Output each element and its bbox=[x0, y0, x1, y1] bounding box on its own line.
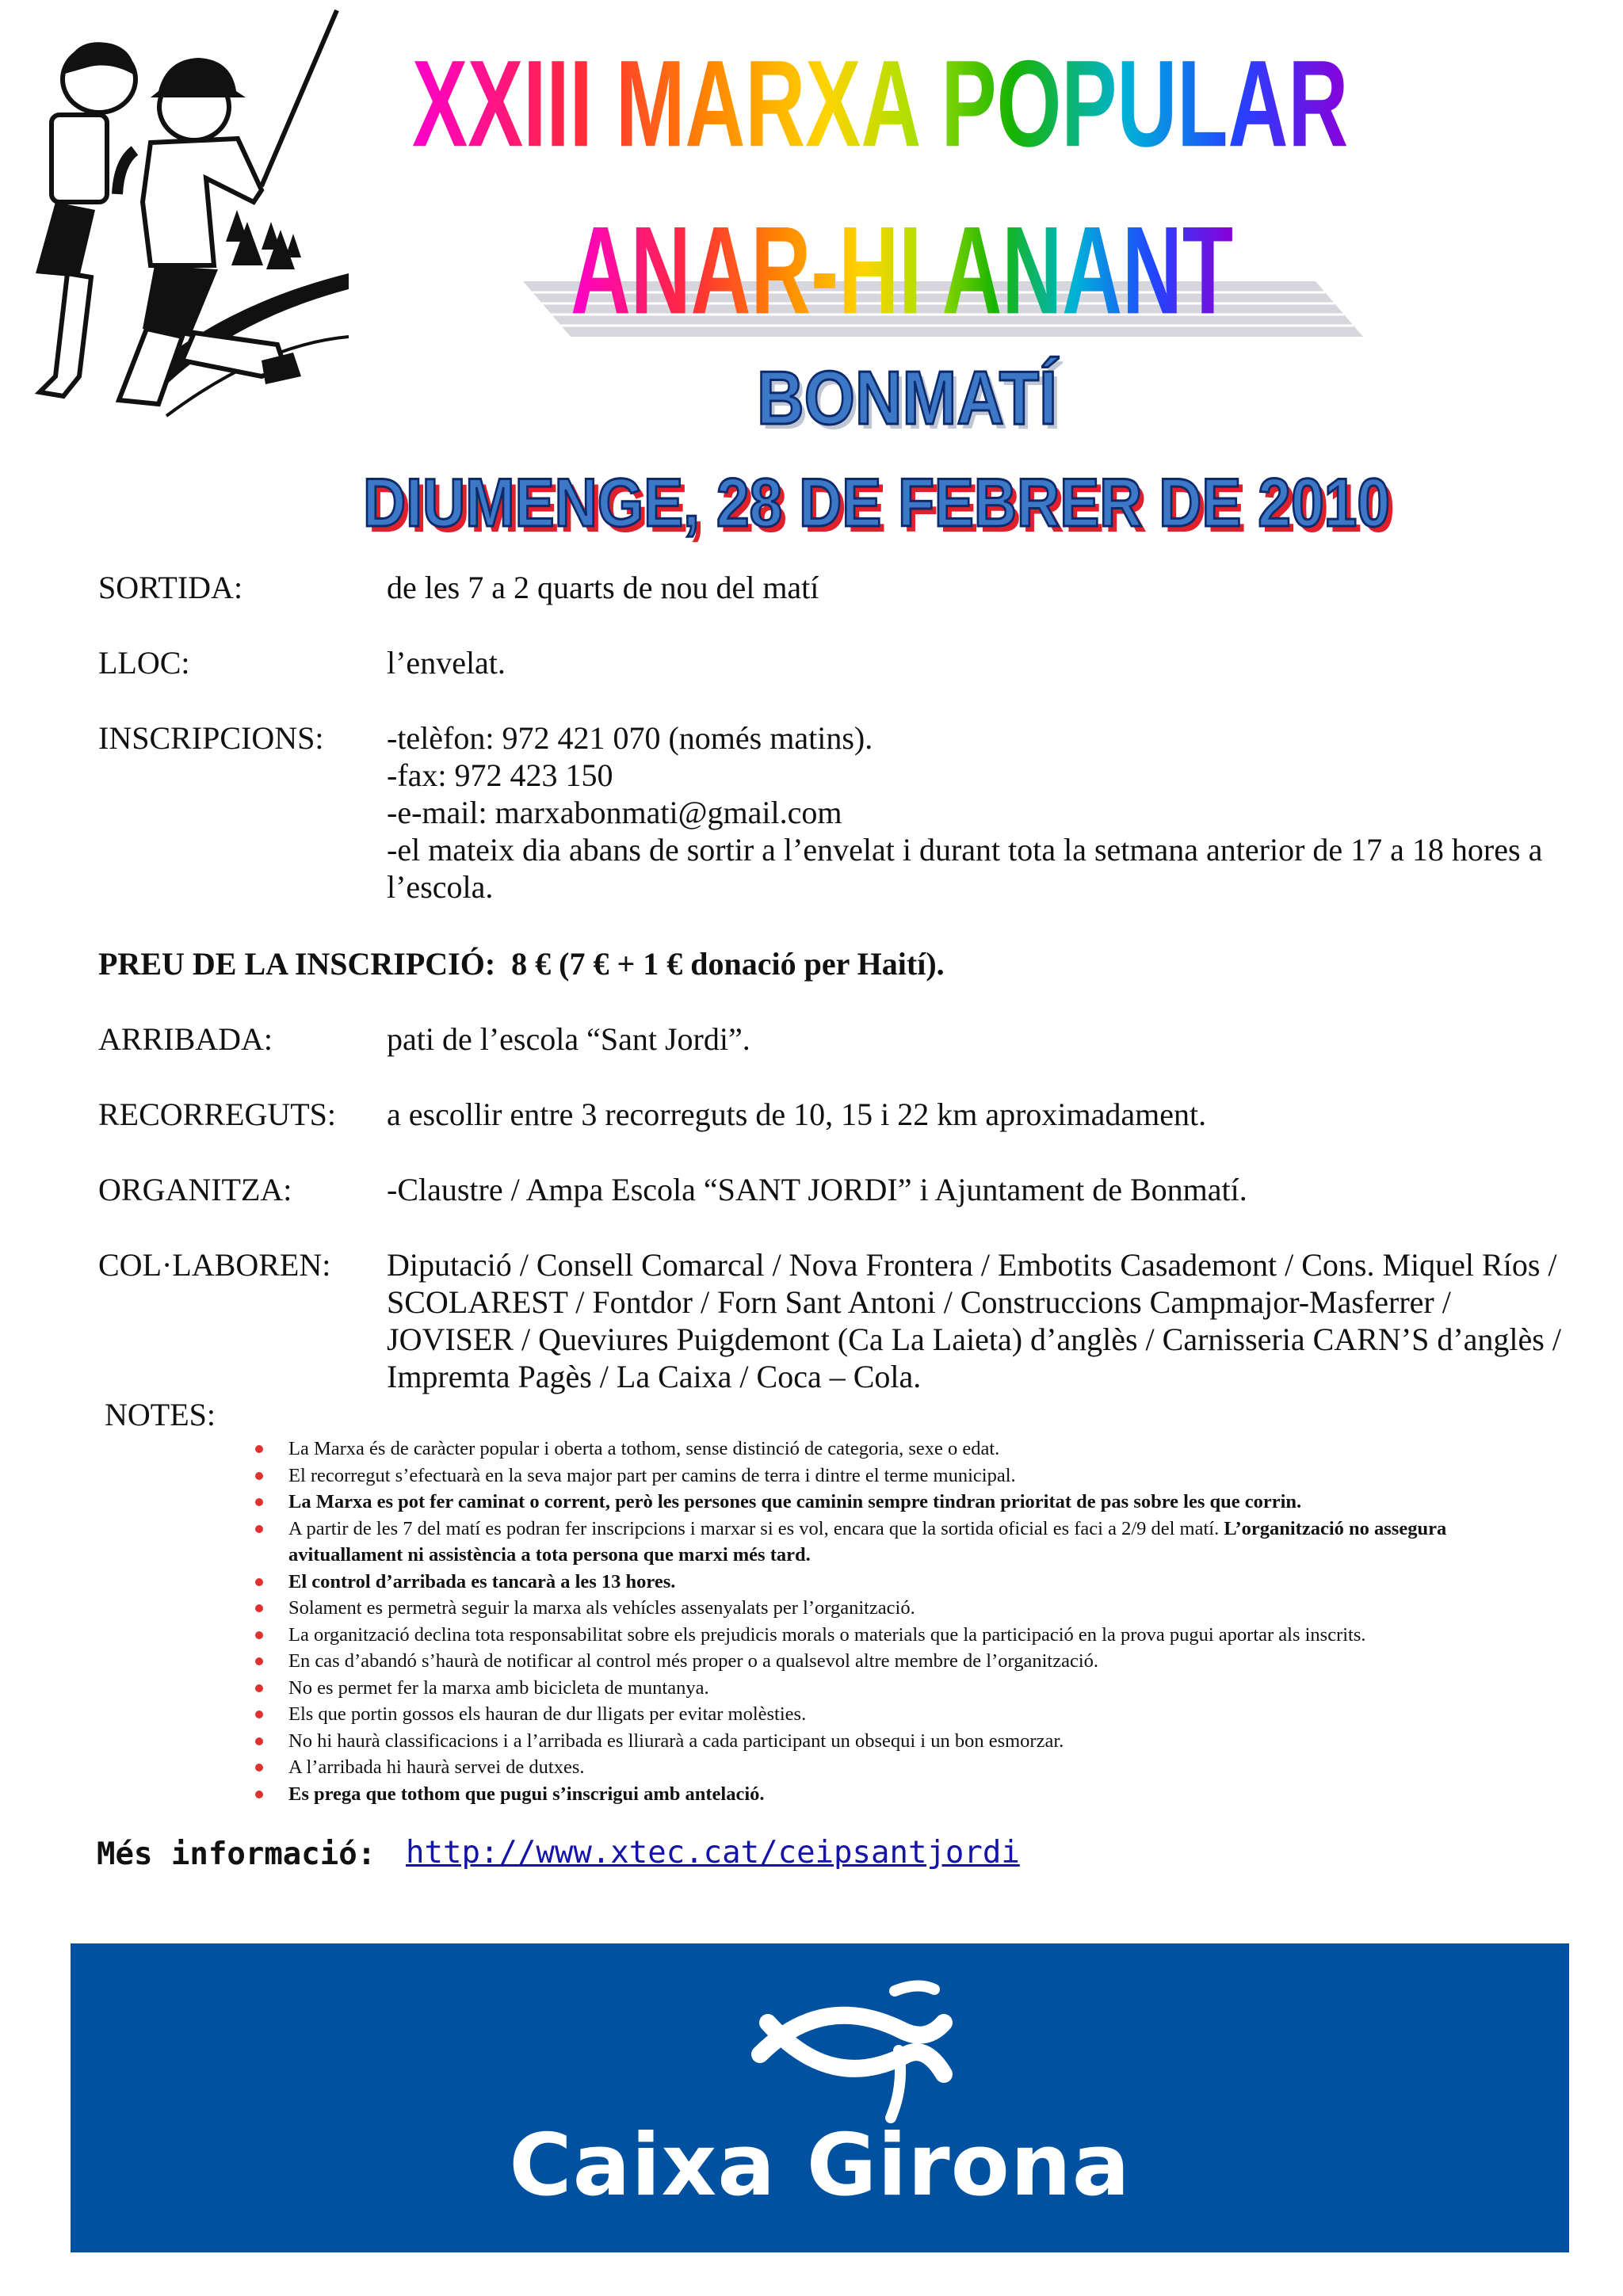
event-title-line2: ANAR-HI ANANT bbox=[571, 200, 1234, 340]
notes-list bbox=[255, 1436, 1602, 1807]
hikers-illustration bbox=[24, 4, 349, 424]
sponsor-banner bbox=[71, 1943, 1569, 2252]
organitza-label: ORGANITZA: bbox=[98, 1172, 292, 1207]
list-item: Es prega que tothom que pugui s’inscrigui amb antelació. bbox=[255, 1781, 1602, 1808]
list-item: La Marxa és de caràcter popular i oberta a tothom, sense distinció de categoria, sexe o edat. bbox=[255, 1436, 1602, 1463]
inscripcions-same-day: -el mateix dia abans de sortir a l’envelat i durant tota la setmana anterior de 17 a 18 hores a bbox=[387, 832, 1543, 868]
inscripcions-fax: -fax: 972 423 150 bbox=[387, 757, 613, 793]
town-name: BONMATÍ bbox=[757, 356, 1058, 441]
sortida-label: SORTIDA: bbox=[98, 570, 243, 605]
bullet-icon bbox=[255, 1657, 263, 1665]
collaboren-line1: Diputació / Consell Comarcal / Nova Frontera / Embotits Casademont / Cons. Miquel Ríos / bbox=[387, 1247, 1557, 1283]
bullet-icon bbox=[255, 1764, 263, 1772]
collaboren-line2: SCOLAREST / Fontdor / Forn Sant Antoni / Construccions Campmajor-Masferrer / bbox=[387, 1284, 1451, 1320]
sponsor-name: Caixa Girona bbox=[509, 2116, 1131, 2215]
list-item: Solament es permetrà seguir la marxa als vehícles assenyalats per l’organització. bbox=[255, 1595, 1602, 1622]
list-item: El control d’arribada es tancarà a les 13 hores. bbox=[255, 1569, 1602, 1596]
lloc-label: LLOC: bbox=[98, 645, 190, 681]
bullet-icon bbox=[255, 1791, 263, 1798]
inscripcions-phone: -telèfon: 972 421 070 (només matins). bbox=[387, 720, 873, 756]
list-item: No hi haurà classificacions i a l’arribada es lliurarà a cada participant un obsequi i un bon esmorzar. bbox=[255, 1728, 1602, 1755]
inscripcions-label: INSCRIPCIONS: bbox=[98, 720, 324, 756]
bullet-icon bbox=[255, 1711, 263, 1718]
list-item: A l’arribada hi haurà servei de dutxes. bbox=[255, 1754, 1602, 1781]
list-item: No es permet fer la marxa amb bicicleta de muntanya. bbox=[255, 1675, 1602, 1702]
inscripcions-email: -e-mail: marxabonmati@gmail.com bbox=[387, 795, 842, 830]
bullet-icon bbox=[255, 1604, 263, 1612]
collaboren-line3: JOVISER / Queviures Puigdemont (Ca La Laieta) d’anglès / Carnisseria CARN’S d’anglès / bbox=[387, 1322, 1561, 1357]
preu-row bbox=[98, 945, 945, 982]
recorreguts-value: a escollir entre 3 recorreguts de 10, 15 i 22 km aproximadament. bbox=[387, 1097, 1207, 1132]
more-info-label: Més informació: bbox=[97, 1836, 376, 1872]
bullet-icon bbox=[255, 1498, 263, 1506]
list-item: Els que portin gossos els hauran de dur lligats per evitar molèsties. bbox=[255, 1701, 1602, 1728]
bullet-icon bbox=[255, 1631, 263, 1639]
collaboren-label: COL·LABOREN: bbox=[98, 1247, 331, 1283]
arribada-value: pati de l’escola “Sant Jordi”. bbox=[387, 1021, 750, 1057]
bullet-icon bbox=[255, 1684, 263, 1692]
bullet-icon bbox=[255, 1525, 263, 1533]
lloc-value: l’envelat. bbox=[387, 645, 506, 681]
arribada-label: ARRIBADA: bbox=[98, 1021, 273, 1057]
list-item: El recorregut s’efectuarà en la seva major part per camins de terra i dintre el terme municipal. bbox=[255, 1463, 1602, 1489]
more-info-link[interactable]: http://www.xtec.cat/ceipsantjordi bbox=[406, 1835, 1020, 1871]
bullet-icon bbox=[255, 1737, 263, 1745]
bullet-icon bbox=[255, 1578, 263, 1586]
event-title-line1: XXIII MARXA POPULAR bbox=[412, 35, 1349, 173]
list-item: A partir de les 7 del matí es podran fer inscripcions i marxar si es vol, encara que la sortida oficial es faci a 2/9 del matí. L’organització no assegura bbox=[255, 1516, 1602, 1543]
collaboren-line4: Impremta Pagès / La Caixa / Coca – Cola. bbox=[387, 1359, 922, 1394]
fish-logo-icon bbox=[736, 1975, 974, 2126]
notes-label: NOTES: bbox=[105, 1397, 216, 1432]
list-item: La organització declina tota responsabilitat sobre els prejudicis morals o materials que la participació en la prova pugui aportar als inscrits. bbox=[255, 1622, 1602, 1649]
event-date: DIUMENGE, 28 DE FEBRER DE 2010 bbox=[363, 465, 1391, 541]
bullet-icon bbox=[255, 1445, 263, 1453]
sortida-value: de les 7 a 2 quarts de nou del matí bbox=[387, 570, 819, 605]
preu-value: 8 € (7 € + 1 € donació per Haití). bbox=[511, 946, 945, 982]
recorreguts-label: RECORREGUTS: bbox=[98, 1097, 337, 1132]
inscripcions-school: l’escola. bbox=[387, 869, 494, 905]
organitza-value: -Claustre / Ampa Escola “SANT JORDI” i Ajuntament de Bonmatí. bbox=[387, 1172, 1247, 1207]
preu-label: PREU DE LA INSCRIPCIÓ: bbox=[98, 946, 496, 982]
list-item: La Marxa es pot fer caminat o corrent, però les persones que caminin sempre tindran prioritat de pas sobre les que corrin. bbox=[255, 1489, 1602, 1516]
list-item: En cas d’abandó s’haurà de notificar al control més proper o a qualsevol altre membre de l’organització. bbox=[255, 1648, 1602, 1675]
list-item-continuation: avituallament ni assistència a tota persona que marxi més tard. bbox=[288, 1544, 811, 1566]
bullet-icon bbox=[255, 1472, 263, 1480]
